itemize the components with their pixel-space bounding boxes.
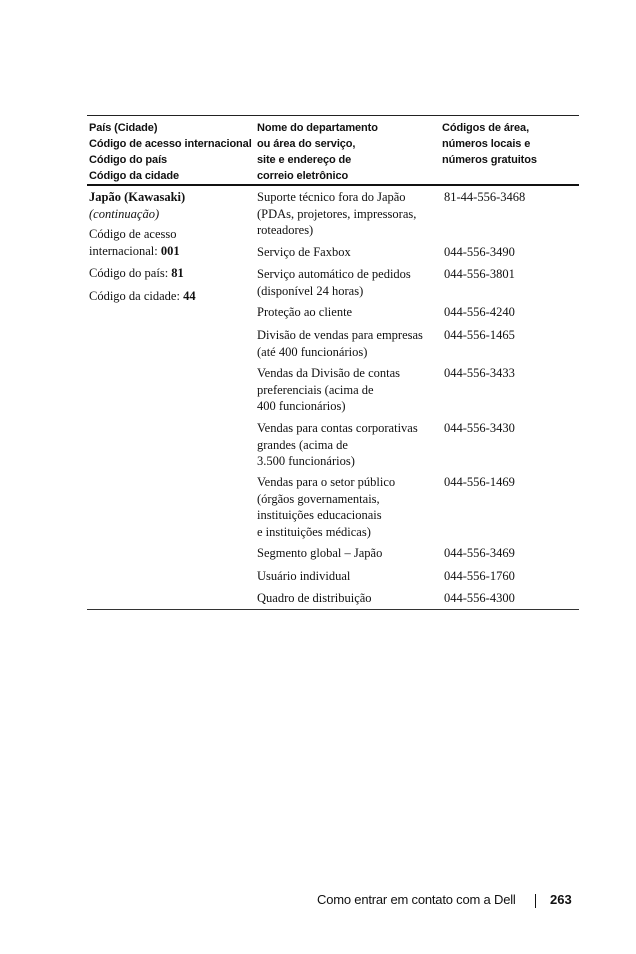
location-cell [89, 189, 254, 304]
department-cell [257, 545, 439, 562]
department-line: 3.500 funcionários) [257, 454, 355, 468]
city-code-value: 44 [183, 288, 196, 303]
header-line: País (Cidade) [89, 122, 158, 134]
continuation-note: (continuação) [89, 206, 160, 221]
header-line: Códigos de área, [442, 122, 530, 134]
department-line: (órgãos governamentais, [257, 491, 380, 506]
city-code-line [89, 288, 254, 305]
page-number: 263 [550, 892, 572, 907]
department-line: Usuário individual [257, 569, 351, 583]
department-cell [257, 244, 439, 261]
header-rule [87, 184, 579, 186]
department-line: Quadro de distribuição [257, 591, 372, 605]
header-line: números locais e [442, 138, 531, 150]
phone-number: 044-556-1760 [444, 569, 515, 583]
department-line: Divisão de vendas para empresas [257, 328, 423, 342]
department-line: 400 funcionários) [257, 399, 346, 413]
table-header [87, 120, 579, 184]
department-line: Serviço de Faxbox [257, 245, 351, 259]
department-line: (disponível 24 horas) [257, 283, 364, 298]
department-line: Vendas para o setor público [257, 475, 396, 489]
department-line: preferenciais (acima de [257, 382, 374, 397]
department-line: (PDAs, projetores, impressoras, [257, 206, 417, 221]
phone-number: 044-556-4300 [444, 591, 515, 605]
department-line: (até 400 funcionários) [257, 344, 368, 359]
header-line: números gratuitos [442, 154, 537, 166]
phone-number: 044-556-4240 [444, 305, 515, 319]
phone-number: 044-556-3801 [444, 267, 515, 281]
department-cell [257, 420, 439, 470]
access-code-line [89, 243, 254, 260]
header-line: Nome do departamento [257, 122, 378, 134]
header-line: Código de acesso internacional [89, 138, 252, 150]
department-line: Vendas da Divisão de contas [257, 366, 401, 380]
header-department-column [257, 120, 378, 184]
department-cell [257, 266, 439, 299]
header-line: Código da cidade [89, 170, 180, 182]
department-cell [257, 327, 439, 360]
header-phone-column [442, 120, 537, 168]
department-cell [257, 568, 439, 585]
footer-title: Como entrar em contato com a Dell [317, 892, 516, 907]
phone-number: 81-44-556-3468 [444, 190, 526, 204]
country-code-label: Código do país: [89, 266, 172, 280]
department-line: grandes (acima de [257, 437, 348, 452]
department-cell [257, 474, 439, 540]
header-line: site e endereço de [257, 154, 352, 166]
department-cell [257, 304, 439, 321]
header-line: ou área do serviço, [257, 138, 356, 150]
phone-number: 044-556-3490 [444, 245, 515, 259]
page-footer [317, 892, 577, 912]
department-line: Serviço automático de pedidos [257, 267, 411, 281]
department-line: Vendas para contas corporativas [257, 421, 418, 435]
header-line: correio eletrônico [257, 170, 349, 182]
department-cell [257, 590, 439, 607]
phone-number: 044-556-3430 [444, 421, 515, 435]
department-line: e instituições médicas) [257, 524, 371, 539]
country-name: Japão (Kawasaki) [89, 190, 186, 204]
department-line: Suporte técnico fora do Japão [257, 190, 406, 204]
access-code-label: Código de acesso [89, 227, 177, 241]
phone-number: 044-556-1469 [444, 475, 515, 489]
table-top-rule [87, 115, 579, 116]
footer-separator [535, 894, 536, 908]
department-line: Proteção ao cliente [257, 305, 353, 319]
department-cell [257, 365, 439, 415]
phone-number: 044-556-3433 [444, 366, 515, 380]
phone-number: 044-556-1465 [444, 328, 515, 342]
department-line: Segmento global – Japão [257, 546, 383, 560]
header-line: Código do país [89, 154, 168, 166]
table-bottom-rule [87, 609, 579, 610]
country-code-value: 81 [171, 266, 184, 280]
phone-number: 044-556-3469 [444, 546, 515, 560]
department-line: instituições educacionais [257, 508, 382, 522]
country-code-line [89, 265, 254, 282]
header-country-column [89, 120, 252, 184]
access-code-label-2: internacional: [89, 243, 161, 258]
department-cell [257, 189, 439, 239]
department-line: roteadores) [257, 223, 314, 237]
access-code-value: 001 [160, 243, 180, 258]
city-code-label: Código da cidade: [89, 288, 184, 303]
